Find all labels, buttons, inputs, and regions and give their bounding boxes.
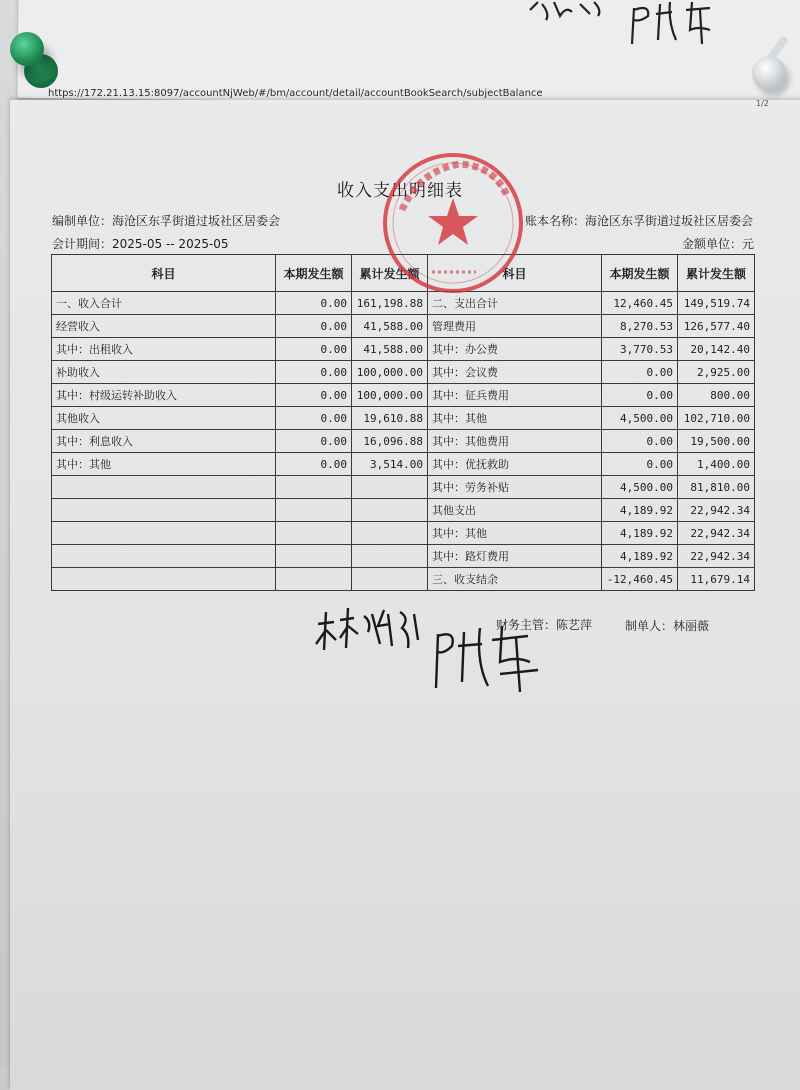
- expense-period-cell: 4,500.00: [602, 476, 678, 499]
- expense-total-cell: 20,142.40: [678, 338, 755, 361]
- table-row: [52, 430, 755, 453]
- income-total-cell: [352, 499, 428, 522]
- expense-total-cell: 81,810.00: [678, 476, 755, 499]
- income-subject-cell: 补助收入: [52, 361, 276, 384]
- table-row: [52, 453, 755, 476]
- income-subject-cell: 其中：其他: [52, 453, 276, 476]
- expense-total-cell: 1,400.00: [678, 453, 755, 476]
- expense-period-cell: 3,770.53: [602, 338, 678, 361]
- table-row: [52, 499, 755, 522]
- income-total-cell: [352, 568, 428, 591]
- expense-total-cell: 19,500.00: [678, 430, 755, 453]
- income-subject-cell: [52, 476, 276, 499]
- income-period-cell: 0.00: [276, 292, 352, 315]
- income-expense-table: [51, 254, 755, 591]
- expense-period-cell: 4,189.92: [602, 545, 678, 568]
- expense-subject-cell: 其中：其他: [428, 522, 602, 545]
- income-subject-cell: 其中：村级运转补助收入: [52, 384, 276, 407]
- expense-total-cell: 126,577.40: [678, 315, 755, 338]
- income-period-cell: 0.00: [276, 407, 352, 430]
- expense-subject-cell: 三、收支结余: [428, 568, 602, 591]
- income-total-cell: [352, 522, 428, 545]
- income-total-cell: 41,588.00: [352, 338, 428, 361]
- official-seal-icon: [380, 150, 526, 296]
- income-period-cell: [276, 476, 352, 499]
- document-title: 收入支出明细表: [337, 181, 463, 201]
- preparer-label: 制单人：林丽薇: [625, 619, 710, 633]
- table-row: [52, 476, 755, 499]
- income-total-cell: [352, 476, 428, 499]
- income-total-cell: 100,000.00: [352, 384, 428, 407]
- expense-period-cell: 0.00: [602, 361, 678, 384]
- table-row: [52, 361, 755, 384]
- expense-total-cell: 22,942.34: [678, 522, 755, 545]
- income-total-cell: 100,000.00: [352, 361, 428, 384]
- income-subject-cell: 经营收入: [52, 315, 276, 338]
- unit-label: 编制单位：海沧区东孚街道过坂社区居委会: [52, 214, 281, 228]
- expense-period-cell: 8,270.53: [602, 315, 678, 338]
- income-period-cell: [276, 545, 352, 568]
- green-pushpin-icon: [10, 32, 44, 66]
- top-handwriting-signature: [520, 0, 740, 50]
- income-period-cell: 0.00: [276, 338, 352, 361]
- expense-subject-cell: 其中：会议费: [428, 361, 602, 384]
- expense-total-cell: 2,925.00: [678, 361, 755, 384]
- income-subject-cell: [52, 522, 276, 545]
- income-period-cell: [276, 568, 352, 591]
- expense-period-cell: -12,460.45: [602, 568, 678, 591]
- handwritten-signature-preparer: [314, 604, 424, 654]
- table-row: [52, 384, 755, 407]
- expense-total-cell: 102,710.00: [678, 407, 755, 430]
- expense-period-cell: 4,189.92: [602, 522, 678, 545]
- expense-subject-cell: 其中：其他费用: [428, 430, 602, 453]
- expense-period-cell: 4,500.00: [602, 407, 678, 430]
- page-number: 1/2: [756, 99, 769, 108]
- table-row: [52, 407, 755, 430]
- income-total-cell: 19,610.88: [352, 407, 428, 430]
- period-label: 会计期间：2025-05 -- 2025-05: [52, 237, 229, 251]
- currency-label: 金额单位：元: [682, 237, 755, 251]
- expense-subject-cell: 二、支出合计: [428, 292, 602, 315]
- expense-subject-cell: 其中：路灯费用: [428, 545, 602, 568]
- expense-total-cell: 22,942.34: [678, 545, 755, 568]
- income-subject-cell: [52, 545, 276, 568]
- table-row: [52, 545, 755, 568]
- table-row: [52, 522, 755, 545]
- header-subject-left: 科目: [52, 255, 276, 292]
- income-period-cell: 0.00: [276, 384, 352, 407]
- income-subject-cell: [52, 499, 276, 522]
- income-subject-cell: 其中：出租收入: [52, 338, 276, 361]
- income-subject-cell: [52, 568, 276, 591]
- income-total-cell: 16,096.88: [352, 430, 428, 453]
- expense-subject-cell: 管理费用: [428, 315, 602, 338]
- table-row: [52, 315, 755, 338]
- header-period-left: 本期发生额: [276, 255, 352, 292]
- expense-total-cell: 800.00: [678, 384, 755, 407]
- table-row: [52, 338, 755, 361]
- income-total-cell: 161,198.88: [352, 292, 428, 315]
- expense-period-cell: 0.00: [602, 453, 678, 476]
- income-period-cell: 0.00: [276, 315, 352, 338]
- header-total-right: 累计发生额: [678, 255, 755, 292]
- header-period-right: 本期发生额: [602, 255, 678, 292]
- header-total-left: 累计发生额: [352, 255, 428, 292]
- header-subject-right: 科目: [428, 255, 602, 292]
- expense-period-cell: 12,460.45: [602, 292, 678, 315]
- expense-period-cell: 4,189.92: [602, 499, 678, 522]
- printed-url: https://172.21.13.15:8097/accountNjWeb/#/bm/account/detail/accountBookSearch/subjectBalance: [48, 88, 543, 99]
- income-period-cell: [276, 522, 352, 545]
- expense-subject-cell: 其中：征兵费用: [428, 384, 602, 407]
- income-subject-cell: 其他收入: [52, 407, 276, 430]
- clear-pushpin-icon: [752, 56, 786, 90]
- income-period-cell: [276, 499, 352, 522]
- table-row: [52, 568, 755, 591]
- expense-total-cell: 11,679.14: [678, 568, 755, 591]
- expense-subject-cell: 其中：优抚救助: [428, 453, 602, 476]
- income-period-cell: 0.00: [276, 453, 352, 476]
- income-subject-cell: 一、收入合计: [52, 292, 276, 315]
- book-label: 账本名称：海沧区东孚街道过坂社区居委会: [525, 214, 754, 228]
- income-period-cell: 0.00: [276, 430, 352, 453]
- expense-total-cell: 22,942.34: [678, 499, 755, 522]
- expense-subject-cell: 其中：劳务补贴: [428, 476, 602, 499]
- income-total-cell: [352, 545, 428, 568]
- income-total-cell: 3,514.00: [352, 453, 428, 476]
- finance-supervisor-label: 财务主管：陈艺萍: [496, 618, 593, 632]
- expense-subject-cell: 其他支出: [428, 499, 602, 522]
- income-subject-cell: 其中：利息收入: [52, 430, 276, 453]
- expense-subject-cell: 其中：其他: [428, 407, 602, 430]
- income-period-cell: 0.00: [276, 361, 352, 384]
- expense-period-cell: 0.00: [602, 430, 678, 453]
- income-total-cell: 41,588.00: [352, 315, 428, 338]
- expense-subject-cell: 其中：办公费: [428, 338, 602, 361]
- expense-period-cell: 0.00: [602, 384, 678, 407]
- expense-total-cell: 149,519.74: [678, 292, 755, 315]
